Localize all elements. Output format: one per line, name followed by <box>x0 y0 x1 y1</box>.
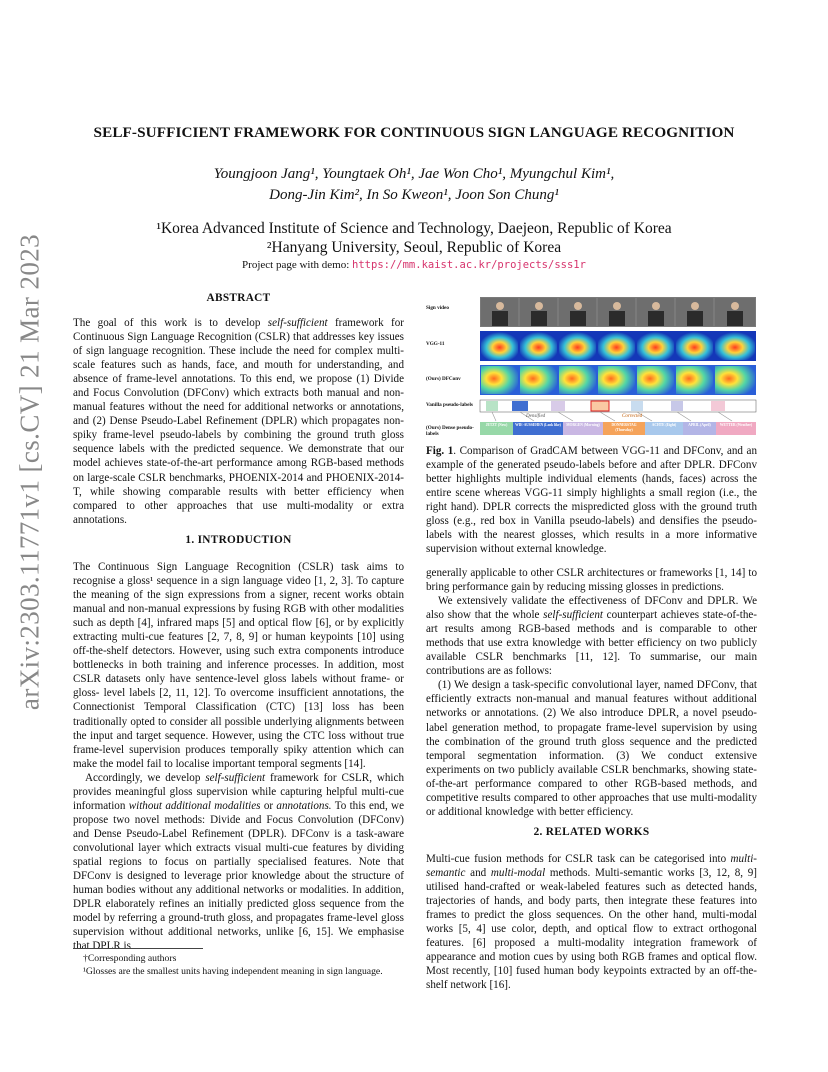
right-paragraph-1: generally applicable to other CSLR architectures or frameworks [1, 14] to bring performance gain by reducing missing glosses in predictions. <box>426 567 757 594</box>
gloss-label-row <box>480 423 756 435</box>
related-paragraph-1: Multi-cue fusion methods for CSLR task can be categorised into multi-semantic and multi-modal methods. Multi-semantic works [3, 12, 8, 9] utilised hand-crafted or weak-labeled features such as detected hands, trajectories of hands, and body parts, then integrate these features into frames to predict the gloss sequences. On the other hand, multi-modal works [5, 4] use color, depth, and optical flow to extract orthogonal features. [6] proposed a multi-modality integration framework of appearance and motion cues by using both RGB frames and optical flow. Most recently, [10] fused human body keypoints extracted by an off-the-shelf network [16]. <box>426 853 757 992</box>
affiliations <box>0 219 828 257</box>
project-page-line <box>0 259 828 271</box>
gloss-label: JETZT (Now) <box>485 423 508 427</box>
footnote-rule <box>73 948 203 949</box>
footnote-corresponding: †Corresponding authors <box>83 953 177 964</box>
author-list <box>0 164 828 206</box>
abstract-heading: ABSTRACT <box>206 292 271 304</box>
sign-video-frames <box>480 297 756 327</box>
author-line-1: Youngjoon Jang¹, Youngtaek Oh¹, Jae Won Cho¹, Myungchul Kim¹, <box>213 166 615 182</box>
footnote-gloss: ¹Glosses are the smallest units having independent meaning in sign language. <box>83 965 383 977</box>
related-works-heading: 2. RELATED WORKS <box>533 826 650 838</box>
arxiv-side-stamp: arXiv:2303.11771v1 [cs.CV] 21 Mar 2023 <box>14 233 45 711</box>
gloss-label: WETTER (Weather) <box>719 423 753 427</box>
gloss-label: MORGEN (Morning) <box>566 423 600 427</box>
abstract-paragraph: The goal of this work is to develop self-sufficient framework for Continuous Sign Language Recognition (CSLR) that addresses key issues of sign language recognition. These include the need for complex multi-scale features such as hands, face, and mouth for understanding, and absence of frame-level annotations. To this end, we propose (1) Divide and Focus Convolution (DFConv) which extracts both manual and non-manual features without the need for additional networks or annotations, and (2) Dense Pseudo-Label Refinement (DPLR) which propagates non-spiky frame-level pseudo-labels by combining the ground truth gloss sequence labels with the predicted sequence. We demonstrate that our model achieves state-of-the-art performance among RGB-based methods on large-scale CSLR benchmarks, PHOENIX-2014 and PHOENIX-2014-T, while showing comparable results with better efficiency when compared to other approaches that use multi-modality or extra annotations. <box>73 317 404 526</box>
right-paragraph-2: We extensively validate the effectiveness of DFConv and DPLR. We also show that the whole self-sufficient counterpart achieves state-of-the-art results among RGB-based methods and is comparable to other methods that use extra knowledge with better efficiency on two publicly available CSLR benchmarks [11, 12]. To summarise, our main contributions are as follows: <box>426 595 757 678</box>
footnotes <box>73 953 404 978</box>
figure-caption: Fig. 1. Comparison of GradCAM between VGG-11 and DFConv, and an example of the generated pseudo-labels before and after DPLR. DFConv better highlights multiple individual elements (hands, faces) across the entire scene whereas VGG-11 simply highlights a small region (i.e., the right hand). DPLR corrects the mispredicted gloss with the ground truth gloss (e.g., red box in Vanilla pseudo-labels) and densifies the pseudo-labels with the nearest glosses, which results in a more informative supervision without external knowledge. <box>426 445 757 556</box>
row-label-vgg: VGG-11 <box>426 341 445 347</box>
paper-title: SELF-SUFFICIENT FRAMEWORK FOR CONTINUOUS SIGN LANGUAGE RECOGNITION <box>93 124 735 141</box>
project-label: Project page with demo: <box>242 259 353 271</box>
gloss-label: WIE-AUSSEHEN (Look like) <box>515 423 561 427</box>
gloss-label: ACHTE (Eight) <box>651 423 677 427</box>
densified-tag: Densified <box>526 414 546 419</box>
author-line-2: Dong-Jin Kim², In So Kweon¹, Joon Son Chung¹ <box>269 187 559 203</box>
introduction-body <box>73 560 404 953</box>
vanilla-pseudo-label-bar <box>480 400 756 412</box>
right-column-body <box>426 566 757 819</box>
abstract-body <box>73 316 404 527</box>
related-works-body <box>426 852 757 992</box>
project-url-link[interactable]: https://mm.kaist.ac.kr/projects/sss1r <box>352 259 586 271</box>
row-label-dense: (Ours) Dense pseudo-labels <box>426 425 474 437</box>
vgg-heatmap-frames <box>480 331 756 361</box>
right-paragraph-3: (1) We design a task-specific convolutional layer, named DFConv, that efficiently extracts non-manual and manual features without additional networks or annotations. (2) We also introduce DPLR, a novel pseudo-label generation method, to propagate frame-level supervision by using the combination of the ground truth gloss sequence and the predicted temporal segmentation information. (3) We conduct extensive experiments on two publicly available CSLR benchmarks, showing state-of-the-art performance compared to other RGB-based methods, and competitive results compared to other approaches that use multi-modality or additional knowledge with better efficiency. <box>426 679 757 818</box>
figure-1 <box>426 294 758 442</box>
dfconv-heatmap-frames <box>480 365 756 395</box>
row-label-vanilla: Vanilla pseudo-labels <box>426 402 473 408</box>
corrected-tag: Corrected <box>622 414 643 419</box>
row-label-sign-video: Sign video <box>426 305 449 311</box>
intro-paragraph-1: The Continuous Sign Language Recognition (CSLR) task aims to recognise a gloss¹ sequence in a sign language video [1, 2, 3]. To capture the meaning of the sign expressions from a signer, recent works obtain manual and non-manual expressions by fusing RGB with other modalities such as depth [4], infrared maps [5] and optical flow [6], or by explicitly extracting multi-cue features [2, 7, 8, 9] or human keypoints [10] using off-the-shelf detectors. However, using such extra components introduce bottlenecks in both training and inference processes. In addition, most CSLR datasets only have sentence-level gloss labels without frame- or gloss- level labels [2, 11, 12]. To overcome insufficient annotations, the Connectionist Temporal Classification (CTC) [13] loss has been traditionally opted to consider all possible underlying alignments between the input and target sequence. However, using the CTC loss without true frame-level supervision produces temporally spiky attention which can make the model fail to localise important temporal segments [14]. <box>73 561 404 770</box>
gloss-label: DONNERSTAG (Thursday) <box>611 423 637 432</box>
row-label-dfconv: (Ours) DFConv <box>426 376 461 382</box>
gloss-label: APRIL (April) <box>688 423 711 427</box>
introduction-heading: 1. INTRODUCTION <box>185 534 292 546</box>
affiliation-1: ¹Korea Advanced Institute of Science and Technology, Daejeon, Republic of Korea <box>156 220 672 237</box>
intro-paragraph-2: Accordingly, we develop self-sufficient framework for CSLR, which provides meaningful gloss supervision while capturing helpful multi-cue information without additional modalities or annotations. To this end, we propose two novel methods: Divide and Focus Convolution (DFConv) and Dense Pseudo-Label Refinement (DPLR). DFConv is a task-aware convolutional layer which extracts visual multi-cue features by dividing spatial regions to focus on partially specialised features. Note that DFConv is designed to leverage prior knowledge about the structure of human bodies without any additional networks or modalities. In addition, DPLR elaborately refines an initially predicted gloss sequence from the model by referring a ground-truth gloss, and propagates frame-level gloss supervision without additional networks, unlike [6, 15]. We emphasise that DPLR is <box>73 771 404 953</box>
figure-frames-svg <box>426 294 758 442</box>
affiliation-2: ²Hanyang University, Seoul, Republic of Korea <box>266 239 562 256</box>
